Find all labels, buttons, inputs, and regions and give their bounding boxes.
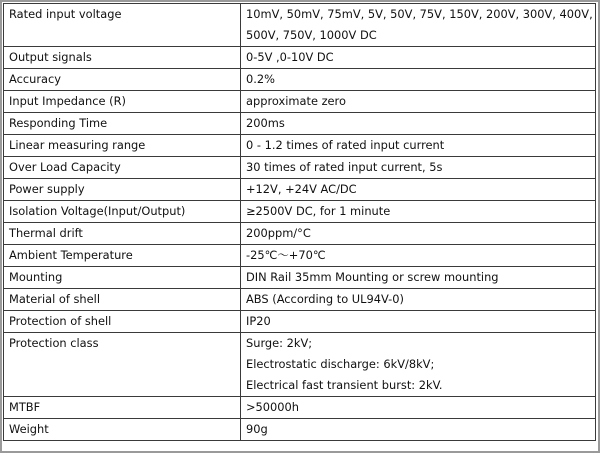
- table-row: [4, 91, 596, 113]
- spec-value: [241, 245, 596, 267]
- spec-value: [241, 333, 596, 397]
- spec-value-line: 90g: [246, 422, 268, 436]
- table-row: [4, 4, 596, 47]
- spec-value-line: 10mV, 50mV, 75mV, 5V, 50V, 75V, 150V, 200V, 300V, 400V,: [246, 7, 593, 21]
- table-row: [4, 311, 596, 333]
- spec-value: [241, 4, 596, 47]
- spec-label: Protection of shell: [4, 311, 241, 333]
- table-row: [4, 47, 596, 69]
- spec-value: [241, 397, 596, 419]
- spec-value-line: Electrical fast transient burst: 2kV.: [246, 378, 443, 392]
- specification-table-body: [4, 4, 596, 441]
- spec-value-line: +12V, +24V AC/DC: [246, 182, 357, 196]
- spec-value: [241, 267, 596, 289]
- specification-table: [3, 3, 596, 441]
- spec-label: Material of shell: [4, 289, 241, 311]
- table-row: [4, 179, 596, 201]
- spec-value-line: 500V, 750V, 1000V DC: [246, 28, 377, 42]
- spec-value: [241, 289, 596, 311]
- spec-value-line: ≥2500V DC, for 1 minute: [246, 204, 391, 218]
- spec-label: MTBF: [4, 397, 241, 419]
- table-row: [4, 333, 596, 397]
- spec-label: Accuracy: [4, 69, 241, 91]
- spec-label: Isolation Voltage(Input/Output): [4, 201, 241, 223]
- spec-value-line: DIN Rail 35mm Mounting or screw mounting: [246, 270, 499, 284]
- spec-value: [241, 311, 596, 333]
- spec-value: [241, 223, 596, 245]
- spec-value: [241, 419, 596, 441]
- table-row: [4, 289, 596, 311]
- spec-label: Responding Time: [4, 113, 241, 135]
- table-row: [4, 267, 596, 289]
- table-row: [4, 157, 596, 179]
- table-row: [4, 223, 596, 245]
- spec-value-line: >50000h: [246, 400, 299, 414]
- table-row: [4, 201, 596, 223]
- spec-value-line: 30 times of rated input current, 5s: [246, 160, 443, 174]
- spec-value-line: 200ms: [246, 116, 285, 130]
- table-row: [4, 419, 596, 441]
- spec-label: Output signals: [4, 47, 241, 69]
- spec-label: Rated input voltage: [4, 4, 241, 47]
- spec-value-line: 0-5V ,0-10V DC: [246, 50, 334, 64]
- spec-label: Thermal drift: [4, 223, 241, 245]
- spec-value: [241, 135, 596, 157]
- table-row: [4, 397, 596, 419]
- table-row: [4, 245, 596, 267]
- spec-value: [241, 113, 596, 135]
- table-row: [4, 113, 596, 135]
- spec-value: [241, 201, 596, 223]
- spec-value-line: 0 - 1.2 times of rated input current: [246, 138, 445, 152]
- spec-value-line: Surge: 2kV;: [246, 336, 313, 350]
- spec-value: [241, 69, 596, 91]
- spec-value-line: approximate zero: [246, 94, 346, 108]
- spec-label: Input Impedance (R): [4, 91, 241, 113]
- spec-value-line: 0.2%: [246, 72, 275, 86]
- spec-value: [241, 91, 596, 113]
- spec-value: [241, 179, 596, 201]
- spec-value-line: IP20: [246, 314, 271, 328]
- spec-value-line: ABS (According to UL94V-0): [246, 292, 404, 306]
- spec-value-line: 200ppm/°C: [246, 226, 311, 240]
- spec-label: Power supply: [4, 179, 241, 201]
- spec-label: Ambient Temperature: [4, 245, 241, 267]
- spec-label: Weight: [4, 419, 241, 441]
- spec-value-line: -25℃～+70℃: [246, 248, 326, 262]
- spec-label: Protection class: [4, 333, 241, 397]
- spec-label: Linear measuring range: [4, 135, 241, 157]
- table-row: [4, 69, 596, 91]
- spec-label: Mounting: [4, 267, 241, 289]
- spec-value: [241, 47, 596, 69]
- spec-value-line: Electrostatic discharge: 6kV/8kV;: [246, 357, 435, 371]
- spec-value: [241, 157, 596, 179]
- table-row: [4, 135, 596, 157]
- spec-label: Over Load Capacity: [4, 157, 241, 179]
